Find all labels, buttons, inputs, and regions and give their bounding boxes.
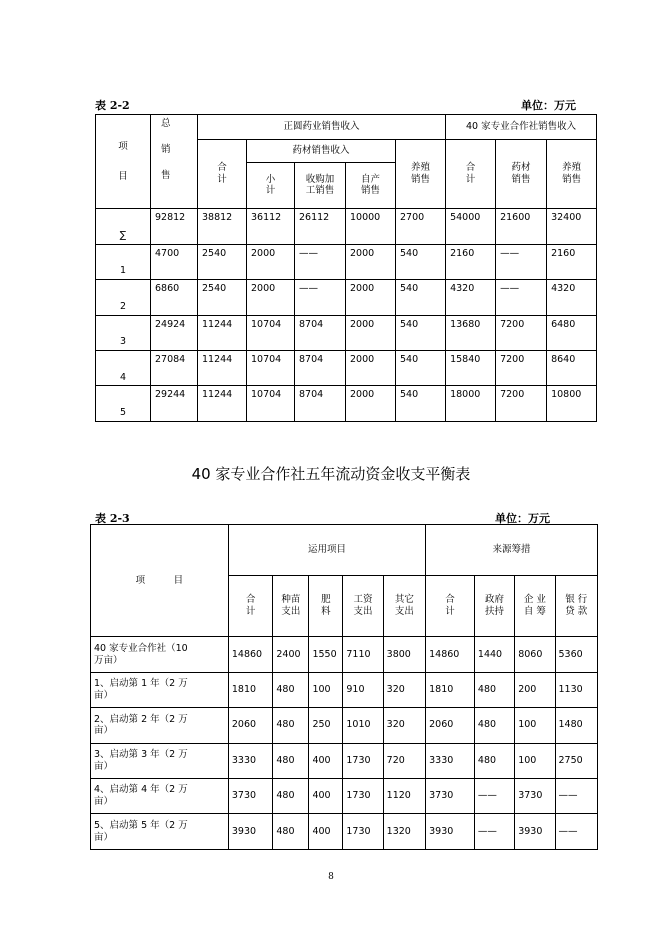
t2-cell: 14860 [426,637,475,672]
t2-cell: 2750 [555,743,598,778]
t1-header-breed1 [396,140,446,209]
t1-header-selfprod [346,162,396,209]
t2-row-label-line: 40 家专业合作社（10 [94,642,188,654]
t2-header-use: 运用项目 [228,525,425,576]
t2-cell: —— [474,814,514,850]
t1-cell: 10704 [247,386,295,422]
t2-header-source-col-l1: 合 [445,594,455,606]
t2-header-source: 来源筹措 [426,525,598,576]
table-row [96,244,597,279]
t1-header-subtotal-l2: 计 [265,185,276,197]
t2-row-label-line: 亩） [94,796,114,808]
t2-row-label [91,637,229,672]
t2-header-use-col [273,575,309,637]
t2-row-label-line: 亩） [94,725,114,737]
t1-header-selfprod-l1: 自产 [360,173,380,185]
t2-header-source-col-l2: 扶持 [485,605,505,617]
t1-cell: 540 [396,280,446,315]
t1-cell: 8640 [547,351,597,386]
t1-header-total-l3: 售 [161,169,171,181]
t2-header-use-col-l2: 料 [321,605,331,617]
t1-cell: 11244 [198,386,247,422]
t1-header-sum2-l1: 合 [465,162,476,174]
t2-row-label-line: 1、启动第 1 年（2 万 [94,678,188,690]
t1-row-label: 1 [96,244,151,279]
table1-caption: 表 2-2 [95,99,130,112]
t1-cell: 10000 [346,209,396,244]
t2-header-use-col-l2: 支出 [394,605,414,617]
t2-cell: 400 [309,779,343,814]
t1-row-label: ∑ [96,209,151,244]
t2-cell: 1130 [555,672,598,707]
t2-cell: 1730 [343,814,383,850]
t2-cell: 1440 [474,637,514,672]
t1-header-breed2 [547,140,597,209]
t2-cell: 1810 [426,672,475,707]
t1-header-breed1-l2: 销售 [411,174,431,186]
t1-cell: 7200 [496,386,547,422]
table-row [91,672,598,707]
t1-cell: 540 [396,244,446,279]
t1-cell: 10800 [547,386,597,422]
t1-row-label: 3 [96,315,151,350]
t2-row-label-line: 2、启动第 2 年（2 万 [94,713,188,725]
t1-cell: 2000 [346,315,396,350]
t1-header-item-l1: 项 [118,140,128,152]
t2-header-source-col [555,575,598,637]
t2-header-use-col-l1: 种苗 [281,594,301,606]
t1-header-selfprod-l2: 销售 [360,185,380,197]
t1-header-herb2 [496,140,547,209]
t1-header-breed2-l1: 养殖 [562,162,582,174]
t2-cell: 1730 [343,743,383,778]
t2-cell: 3930 [228,814,273,850]
t1-cell: 7200 [496,315,547,350]
t2-cell: 3730 [426,779,475,814]
table2-unit: 单位：万元 [495,512,550,525]
t1-cell: 8704 [295,351,346,386]
t2-header-use-col-l2: 计 [245,605,256,617]
t1-cell: 27084 [151,351,198,386]
table-row [91,637,598,672]
t2-cell: 400 [309,743,343,778]
t2-row-label [91,672,229,707]
t2-header-source-col-l2: 计 [445,605,455,617]
t2-cell: 400 [309,814,343,850]
t2-cell: 3330 [426,743,475,778]
t2-header-use-col [309,575,343,637]
t1-cell: 26112 [295,209,346,244]
t2-cell: 480 [474,743,514,778]
t1-cell: 13680 [446,315,496,350]
t1-cell: 10704 [247,351,295,386]
t2-cell: 1730 [343,779,383,814]
table-row [96,280,597,315]
t2-row-label [91,743,229,778]
t2-header-use-col-l2: 支出 [353,605,373,617]
t1-cell: —— [295,280,346,315]
t1-header-herb2-l2: 销售 [511,174,531,186]
t2-cell: 320 [383,708,425,743]
t1-header-breed1-l1: 养殖 [411,162,431,174]
t2-cell: 1120 [383,779,425,814]
t1-header-zhengyuan: 正圆药业销售收入 [198,115,446,140]
t2-header-use-col-l2: 支出 [281,605,301,617]
t2-cell: 100 [515,743,555,778]
t2-cell: 2060 [228,708,273,743]
t1-cell: 21600 [496,209,547,244]
t1-cell: 4700 [151,244,198,279]
t1-cell: 2540 [198,244,247,279]
t1-cell: 540 [396,386,446,422]
t1-header-item [96,115,151,209]
t1-cell: 2160 [547,244,597,279]
t2-header-use-col-l1: 其它 [394,594,414,606]
t2-cell: 5360 [555,637,598,672]
t2-cell: 250 [309,708,343,743]
table-row [91,779,598,814]
t1-cell: 2540 [198,280,247,315]
t2-header-use-col-l1: 合 [245,594,256,606]
t1-cell: 540 [396,315,446,350]
t2-header-source-col-l2: 自 筹 [523,605,546,617]
t2-cell: 480 [273,779,309,814]
t1-cell: —— [295,244,346,279]
t2-cell: 480 [273,708,309,743]
t1-cell: 54000 [446,209,496,244]
table-row [96,386,597,422]
t1-cell: 15840 [446,351,496,386]
t1-cell: —— [496,280,547,315]
t1-cell: 18000 [446,386,496,422]
t1-cell: 8704 [295,386,346,422]
t2-cell: 3330 [228,743,273,778]
t1-cell: 2000 [247,244,295,279]
t2-header-item: 项 目 [91,525,229,637]
t1-row-label: 5 [96,386,151,422]
t2-row-label-line: 5、启动第 5 年（2 万 [94,819,188,831]
t2-header-use-col [343,575,383,637]
t1-cell: 36112 [247,209,295,244]
t1-cell: 38812 [198,209,247,244]
t2-row-label [91,779,229,814]
page-title: 40 家专业合作社五年流动资金收支平衡表 [191,465,471,483]
t1-header-sum1-l1: 合 [217,162,227,174]
t1-header-purchase [295,162,346,209]
t2-cell: —— [555,779,598,814]
t2-cell: 14860 [228,637,273,672]
t1-cell: 2000 [346,244,396,279]
t2-row-label-line: 3、启动第 3 年（2 万 [94,748,188,760]
t1-header-breed2-l2: 销售 [562,174,582,186]
table-row [96,209,597,244]
t2-row-label-line: 万亩） [94,654,123,666]
t1-cell: 2160 [446,244,496,279]
t1-header-medicinal: 药材销售收入 [247,140,396,162]
t1-cell: 2000 [346,280,396,315]
t1-cell: 8704 [295,315,346,350]
table1-unit: 单位：万元 [521,99,576,112]
page-number: 8 [328,872,334,882]
t2-cell: 3730 [515,779,555,814]
t1-cell: 7200 [496,351,547,386]
t2-cell: —— [474,779,514,814]
t2-cell: 480 [474,672,514,707]
t1-cell: 24924 [151,315,198,350]
t1-cell: 2000 [346,386,396,422]
t2-cell: 480 [273,672,309,707]
t2-cell: 200 [515,672,555,707]
t1-row-label: 4 [96,351,151,386]
t1-header-total [151,115,198,209]
t2-header-source-col-l1: 政府 [485,594,505,606]
t1-header-purchase-l2: 工销售 [305,185,335,197]
t1-cell: 92812 [151,209,198,244]
t2-cell: 480 [474,708,514,743]
t2-cell: 1810 [228,672,273,707]
t2-cell: 320 [383,672,425,707]
t2-header-use-col-l1: 肥 [321,594,331,606]
t1-header-sum2-l2: 计 [465,174,476,186]
t2-header-use-col [383,575,425,637]
t1-row-label: 2 [96,280,151,315]
t2-cell: 480 [273,814,309,850]
table-row [91,743,598,778]
t2-cell: 910 [343,672,383,707]
table-row [96,351,597,386]
t2-header-use-col [228,575,273,637]
t1-header-subtotal-l1: 小 [265,173,276,185]
t1-header-sum2 [446,140,496,209]
t1-header-total-l2: 销 [161,143,171,155]
t2-header-source-col-l1: 银 行 [565,594,588,606]
t2-cell: 3930 [515,814,555,850]
t2-cell: 2400 [273,637,309,672]
t2-row-label-line: 亩） [94,831,114,843]
t1-header-purchase-l1: 收购加 [305,173,335,185]
t2-cell: 100 [309,672,343,707]
t1-cell: —— [496,244,547,279]
t1-header-item-l2: 目 [118,170,128,182]
t1-header-herb2-l1: 药材 [511,162,531,174]
t1-header-sum1 [198,140,247,209]
table-row [91,814,598,850]
t1-cell: 2000 [346,351,396,386]
t2-cell: 3800 [383,637,425,672]
t2-row-label [91,814,229,850]
t2-cell: 3730 [228,779,273,814]
t1-cell: 4320 [547,280,597,315]
t2-row-label [91,708,229,743]
t2-header-source-col-l2: 贷 款 [565,605,588,617]
table-row [91,708,598,743]
t2-cell: 3930 [426,814,475,850]
t1-cell: 4320 [446,280,496,315]
t2-cell: 8060 [515,637,555,672]
t1-cell: 10704 [247,315,295,350]
t1-header-subtotal [247,162,295,209]
t2-cell: 480 [273,743,309,778]
t2-header-source-col [474,575,514,637]
t2-row-label-line: 亩） [94,689,114,701]
t1-header-coop: 40 家专业合作社销售收入 [446,115,597,140]
t2-cell: 1480 [555,708,598,743]
t1-cell: 11244 [198,351,247,386]
t2-header-source-col-l1: 企 业 [523,594,546,606]
t2-cell: —— [555,814,598,850]
t2-row-label-line: 亩） [94,760,114,772]
t1-cell: 6860 [151,280,198,315]
t2-header-source-col [426,575,475,637]
t2-header-source-col [515,575,555,637]
t1-cell: 2700 [396,209,446,244]
t2-cell: 7110 [343,637,383,672]
t1-cell: 32400 [547,209,597,244]
t2-cell: 1320 [383,814,425,850]
table2-caption: 表 2-3 [95,512,130,525]
table2 [90,524,598,850]
t1-header-total-l1: 总 [161,118,171,129]
t1-cell: 6480 [547,315,597,350]
t1-cell: 540 [396,351,446,386]
t1-header-sum1-l2: 计 [217,174,227,186]
t2-cell: 100 [515,708,555,743]
t2-cell: 720 [383,743,425,778]
t2-cell: 1550 [309,637,343,672]
t2-row-label-line: 4、启动第 4 年（2 万 [94,784,188,796]
table1 [95,114,597,422]
t1-cell: 11244 [198,315,247,350]
t2-header-use-col-l1: 工资 [353,594,373,606]
t1-cell: 29244 [151,386,198,422]
table-row [96,315,597,350]
t2-cell: 1010 [343,708,383,743]
t2-cell: 2060 [426,708,475,743]
t1-cell: 2000 [247,280,295,315]
